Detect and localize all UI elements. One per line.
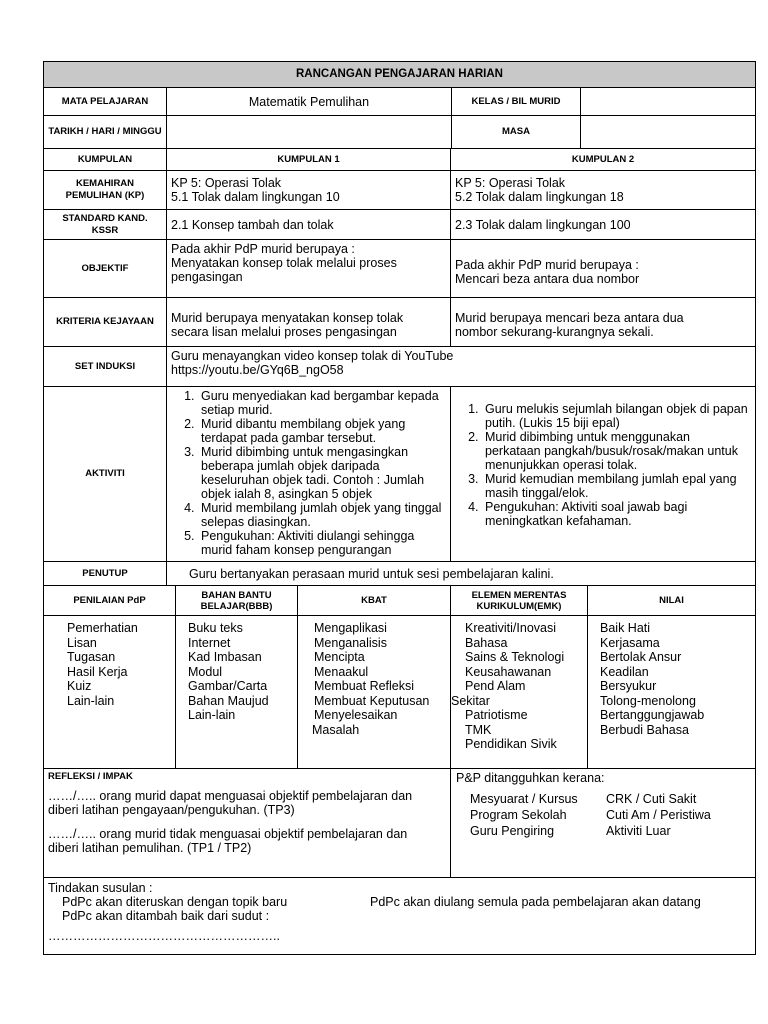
objektif-k1-line3: pengasingan xyxy=(171,270,243,284)
kbat-list xyxy=(314,621,450,737)
row-penilaian-lists xyxy=(44,616,755,769)
tindakan-options-row xyxy=(48,895,751,909)
ditangguhkan-option: Mesyuarat / Kursus xyxy=(470,792,578,806)
emk-item: Kreativiti/Inovasi xyxy=(465,621,557,635)
kbat-item: Membuat Keputusan xyxy=(314,693,430,708)
penilaian-item: Kuiz xyxy=(67,679,92,693)
set-induksi-line1: Guru menayangkan video konsep tolak di YouTube xyxy=(171,349,454,363)
aktiviti-k2-step: 2. Murid dibimbing untuk menggunakan perkataan pangkah/busuk/rosak/makan untuk menunjukkan operasi tolak. xyxy=(482,430,749,472)
ditangguhkan-right-list xyxy=(606,791,711,839)
value-tarikh xyxy=(166,116,451,148)
aktiviti-k1-step: 1. Guru menyediakan kad bergambar kepada setiap murid. xyxy=(198,389,442,417)
ditangguhkan-heading: P&P ditangguhkan kerana: xyxy=(456,771,605,785)
kriteria-k1-line1: Murid berupaya menyatakan konsep tolak xyxy=(171,311,404,325)
penilaian-item: Tugasan xyxy=(67,650,116,664)
header-penilaian: PENILAIAN PdP xyxy=(73,595,146,606)
kriteria-kumpulan-1 xyxy=(166,298,450,346)
emk-item: Sekitar xyxy=(451,693,490,708)
label-refleksi: REFLEKSI / IMPAK xyxy=(48,771,133,782)
nilai-item: Keadilan xyxy=(600,664,649,679)
aktiviti-k1-list xyxy=(173,389,442,557)
kbat-item: Menaakul xyxy=(314,664,369,679)
value-masa xyxy=(580,116,755,148)
row-objektif xyxy=(44,240,755,298)
kemahiran-k1-line1: KP 5: Operasi Tolak xyxy=(171,176,282,190)
objektif-kumpulan-1 xyxy=(166,240,450,297)
aktiviti-k1-step: 2. Murid dibantu membilang objek yang terdapat pada gambar tersebut. xyxy=(198,417,442,445)
bbb-item: Buku teks xyxy=(188,621,243,635)
aktiviti-kumpulan-2 xyxy=(450,387,755,561)
tindakan-heading: Tindakan susulan : xyxy=(48,881,153,895)
value-kelas xyxy=(580,88,755,115)
emk-item: Pendidikan Sivik xyxy=(465,737,557,751)
standard-kumpulan-1: 2.1 Konsep tambah dan tolak xyxy=(166,210,450,239)
header-emk: ELEMEN MERENTAS KURIKULUM(EMK) xyxy=(450,586,587,615)
penilaian-column xyxy=(44,616,175,768)
tindakan-option-diteruskan: PdPc akan diteruskan dengan topik baru xyxy=(62,895,288,909)
header-kumpulan-1: KUMPULAN 1 xyxy=(166,149,450,170)
kemahiran-k1-line2: 5.1 Tolak dalam lingkungan 10 xyxy=(171,190,340,204)
kbat-item: Mengaplikasi xyxy=(314,621,387,635)
kriteria-k2-line1: Murid berupaya mencari beza antara dua xyxy=(455,311,684,325)
nilai-item: Kerjasama xyxy=(600,635,660,650)
penilaian-list xyxy=(67,621,175,708)
emk-item: TMK xyxy=(465,722,492,737)
refleksi-tp12-line1: ……/….. orang murid tidak menguasai objektif pembelajaran dan xyxy=(48,827,408,841)
nilai-item: Berbudi Bahasa xyxy=(600,722,689,737)
emk-item: Sains & Teknologi xyxy=(465,650,565,664)
value-mata-pelajaran: Matematik Pemulihan xyxy=(166,88,451,115)
label-tarikh: TARIKH / HARI / MINGGU xyxy=(48,126,162,137)
row-penutup xyxy=(44,562,755,586)
objektif-k2-line1: Pada akhir PdP murid berupaya : xyxy=(455,258,639,272)
penutup-content: Guru bertanyakan perasaan murid untuk sesi pembelajaran kalini. xyxy=(166,562,755,585)
header-nilai: NILAI xyxy=(587,586,755,615)
refleksi-tp3-line2: diberi latihan pengayaan/pengukuhan. (TP3) xyxy=(48,803,295,817)
ditangguhkan-option: Guru Pengiring xyxy=(470,824,555,838)
row-kriteria xyxy=(44,298,755,347)
aktiviti-k1-step: 3. Murid dibimbing untuk mengasingkan beberapa jumlah objek daripada keseluruhan objek tadi. Contoh : Jumlah objek ialah 8, asingkan 5 objek xyxy=(198,445,442,501)
penilaian-item: Hasil Kerja xyxy=(67,664,128,679)
row-kemahiran xyxy=(44,171,755,210)
nilai-list xyxy=(600,621,755,737)
nilai-column xyxy=(587,616,755,768)
refleksi-tp12-line2: diberi latihan pemulihan. (TP1 / TP2) xyxy=(48,841,252,855)
tindakan-option-diulang: PdPc akan diulang semula pada pembelajaran akan datang xyxy=(370,895,701,909)
aktiviti-k2-step: 4. Pengukuhan: Aktiviti soal jawab bagi meningkatkan kefahaman. xyxy=(482,500,749,528)
kemahiran-k2-line1: KP 5: Operasi Tolak xyxy=(455,176,566,190)
label-set-induksi: SET INDUKSI xyxy=(74,360,136,372)
bbb-item: Kad Imbasan xyxy=(188,650,262,664)
aktiviti-kumpulan-1 xyxy=(166,387,450,561)
emk-column xyxy=(450,616,587,768)
aktiviti-k1-step: 4. Murid membilang jumlah objek yang tinggal selepas diasingkan. xyxy=(198,501,442,529)
bbb-item: Modul xyxy=(188,664,223,679)
tindakan-option-ditambah-baik: PdPc akan ditambah baik dari sudut : xyxy=(62,909,270,923)
lesson-plan-document xyxy=(43,61,756,955)
row-aktiviti xyxy=(44,387,755,562)
refleksi-panel xyxy=(44,769,450,877)
nilai-item: Bertolak Ansur xyxy=(600,650,682,664)
penilaian-item: Lain-lain xyxy=(67,693,115,708)
ditangguhkan-option: Aktiviti Luar xyxy=(606,824,671,838)
bbb-item: Internet xyxy=(188,635,231,650)
label-kumpulan: KUMPULAN xyxy=(77,153,133,165)
kbat-item: Mencipta xyxy=(314,650,365,664)
set-induksi-link: https://youtu.be/GYq6B_ngO58 xyxy=(171,363,344,377)
kbat-item: Menyelesaikan xyxy=(314,708,398,722)
penilaian-item: Pemerhatian xyxy=(67,621,138,635)
kemahiran-kumpulan-1 xyxy=(166,171,450,209)
standard-kumpulan-2: 2.3 Tolak dalam lingkungan 100 xyxy=(450,210,755,239)
emk-item: Keusahawanan xyxy=(465,664,552,679)
kemahiran-kumpulan-2 xyxy=(450,171,755,209)
label-aktiviti: AKTIVITI xyxy=(85,468,125,479)
kbat-item: Masalah xyxy=(312,722,360,737)
objektif-k1-line2: Menyatakan konsep tolak melalui proses xyxy=(171,256,397,270)
row-kumpulan xyxy=(44,149,755,171)
aktiviti-k2-step: 3. Murid kemudian membilang jumlah epal yang masih tinggal/elok. xyxy=(482,472,749,500)
aktiviti-k2-step: 1. Guru melukis sejumlah bilangan objek di papan putih. (Lukis 15 biji epal) xyxy=(482,402,749,430)
bbb-list xyxy=(188,621,297,723)
aktiviti-k1-step: 5. Pengukuhan: Aktiviti diulangi sehingga murid faham konsep pengurangan xyxy=(198,529,442,557)
emk-list xyxy=(451,621,587,752)
nilai-item: Bersyukur xyxy=(600,679,657,693)
ditangguhkan-option: Program Sekolah xyxy=(470,808,567,822)
row-penilaian-headers xyxy=(44,586,755,616)
tindakan-dotted-line: ……………………………………………….. xyxy=(48,929,280,943)
label-mata-pelajaran: MATA PELAJARAN xyxy=(61,95,149,107)
label-kelas: KELAS / BIL MURID xyxy=(451,88,580,115)
row-tarikh xyxy=(44,116,755,149)
kbat-item: Membuat Refleksi xyxy=(314,679,415,693)
header-bbb: BAHAN BANTU BELAJAR(BBB) xyxy=(175,586,297,615)
bbb-item: Gambar/Carta xyxy=(188,679,268,693)
row-tindakan xyxy=(44,878,755,954)
objektif-k1-line1: Pada akhir PdP murid berupaya : xyxy=(171,242,355,256)
refleksi-tp3-line1: ……/….. orang murid dapat menguasai objektif pembelajaran dan xyxy=(48,789,413,803)
ditangguhkan-option: Cuti Am / Peristiwa xyxy=(606,808,711,822)
row-mata-pelajaran xyxy=(44,88,755,116)
emk-item: Pend Alam xyxy=(465,679,526,693)
label-kriteria: KRITERIA KEJAYAAN xyxy=(56,316,154,327)
label-standard: STANDARD KAND. KSSR xyxy=(62,212,148,236)
aktiviti-k2-list xyxy=(457,402,749,528)
label-kemahiran: KEMAHIRAN PEMULIHAN (KP) xyxy=(65,178,145,201)
nilai-item: Bertanggungjawab xyxy=(600,708,705,722)
header-kbat: KBAT xyxy=(297,586,450,615)
bbb-column xyxy=(175,616,297,768)
label-penutup: PENUTUP xyxy=(82,567,128,579)
row-refleksi xyxy=(44,769,755,878)
ditangguhkan-option: CRK / Cuti Sakit xyxy=(606,792,697,806)
page-title: RANCANGAN PENGAJARAN HARIAN xyxy=(44,62,755,88)
set-induksi-content xyxy=(166,347,755,386)
label-objektif: OBJEKTIF xyxy=(81,262,129,274)
header-kumpulan-2: KUMPULAN 2 xyxy=(450,149,755,170)
ditangguhkan-panel xyxy=(450,769,755,877)
label-masa: MASA xyxy=(451,116,580,148)
kriteria-kumpulan-2 xyxy=(450,298,755,346)
kriteria-k2-line2: nombor sekurang-kurangnya sekali. xyxy=(455,325,654,339)
bbb-item: Lain-lain xyxy=(188,708,236,722)
nilai-item: Baik Hati xyxy=(600,621,651,635)
row-standard xyxy=(44,210,755,240)
penilaian-item: Lisan xyxy=(67,635,97,650)
nilai-item: Tolong-menolong xyxy=(600,693,696,708)
objektif-k2-line2: Mencari beza antara dua nombor xyxy=(455,272,640,286)
ditangguhkan-options xyxy=(456,791,750,839)
kbat-column xyxy=(297,616,450,768)
kbat-item: Menganalisis xyxy=(314,635,387,650)
objektif-kumpulan-2 xyxy=(450,240,755,297)
emk-item: Patriotisme xyxy=(465,708,528,722)
emk-item: Bahasa xyxy=(465,635,508,650)
row-set-induksi xyxy=(44,347,755,387)
kriteria-k1-line2: secara lisan melalui proses pengasingan xyxy=(171,325,397,339)
bbb-item: Bahan Maujud xyxy=(188,693,269,708)
ditangguhkan-left-list xyxy=(470,791,606,839)
kemahiran-k2-line2: 5.2 Tolak dalam lingkungan 18 xyxy=(455,190,624,204)
